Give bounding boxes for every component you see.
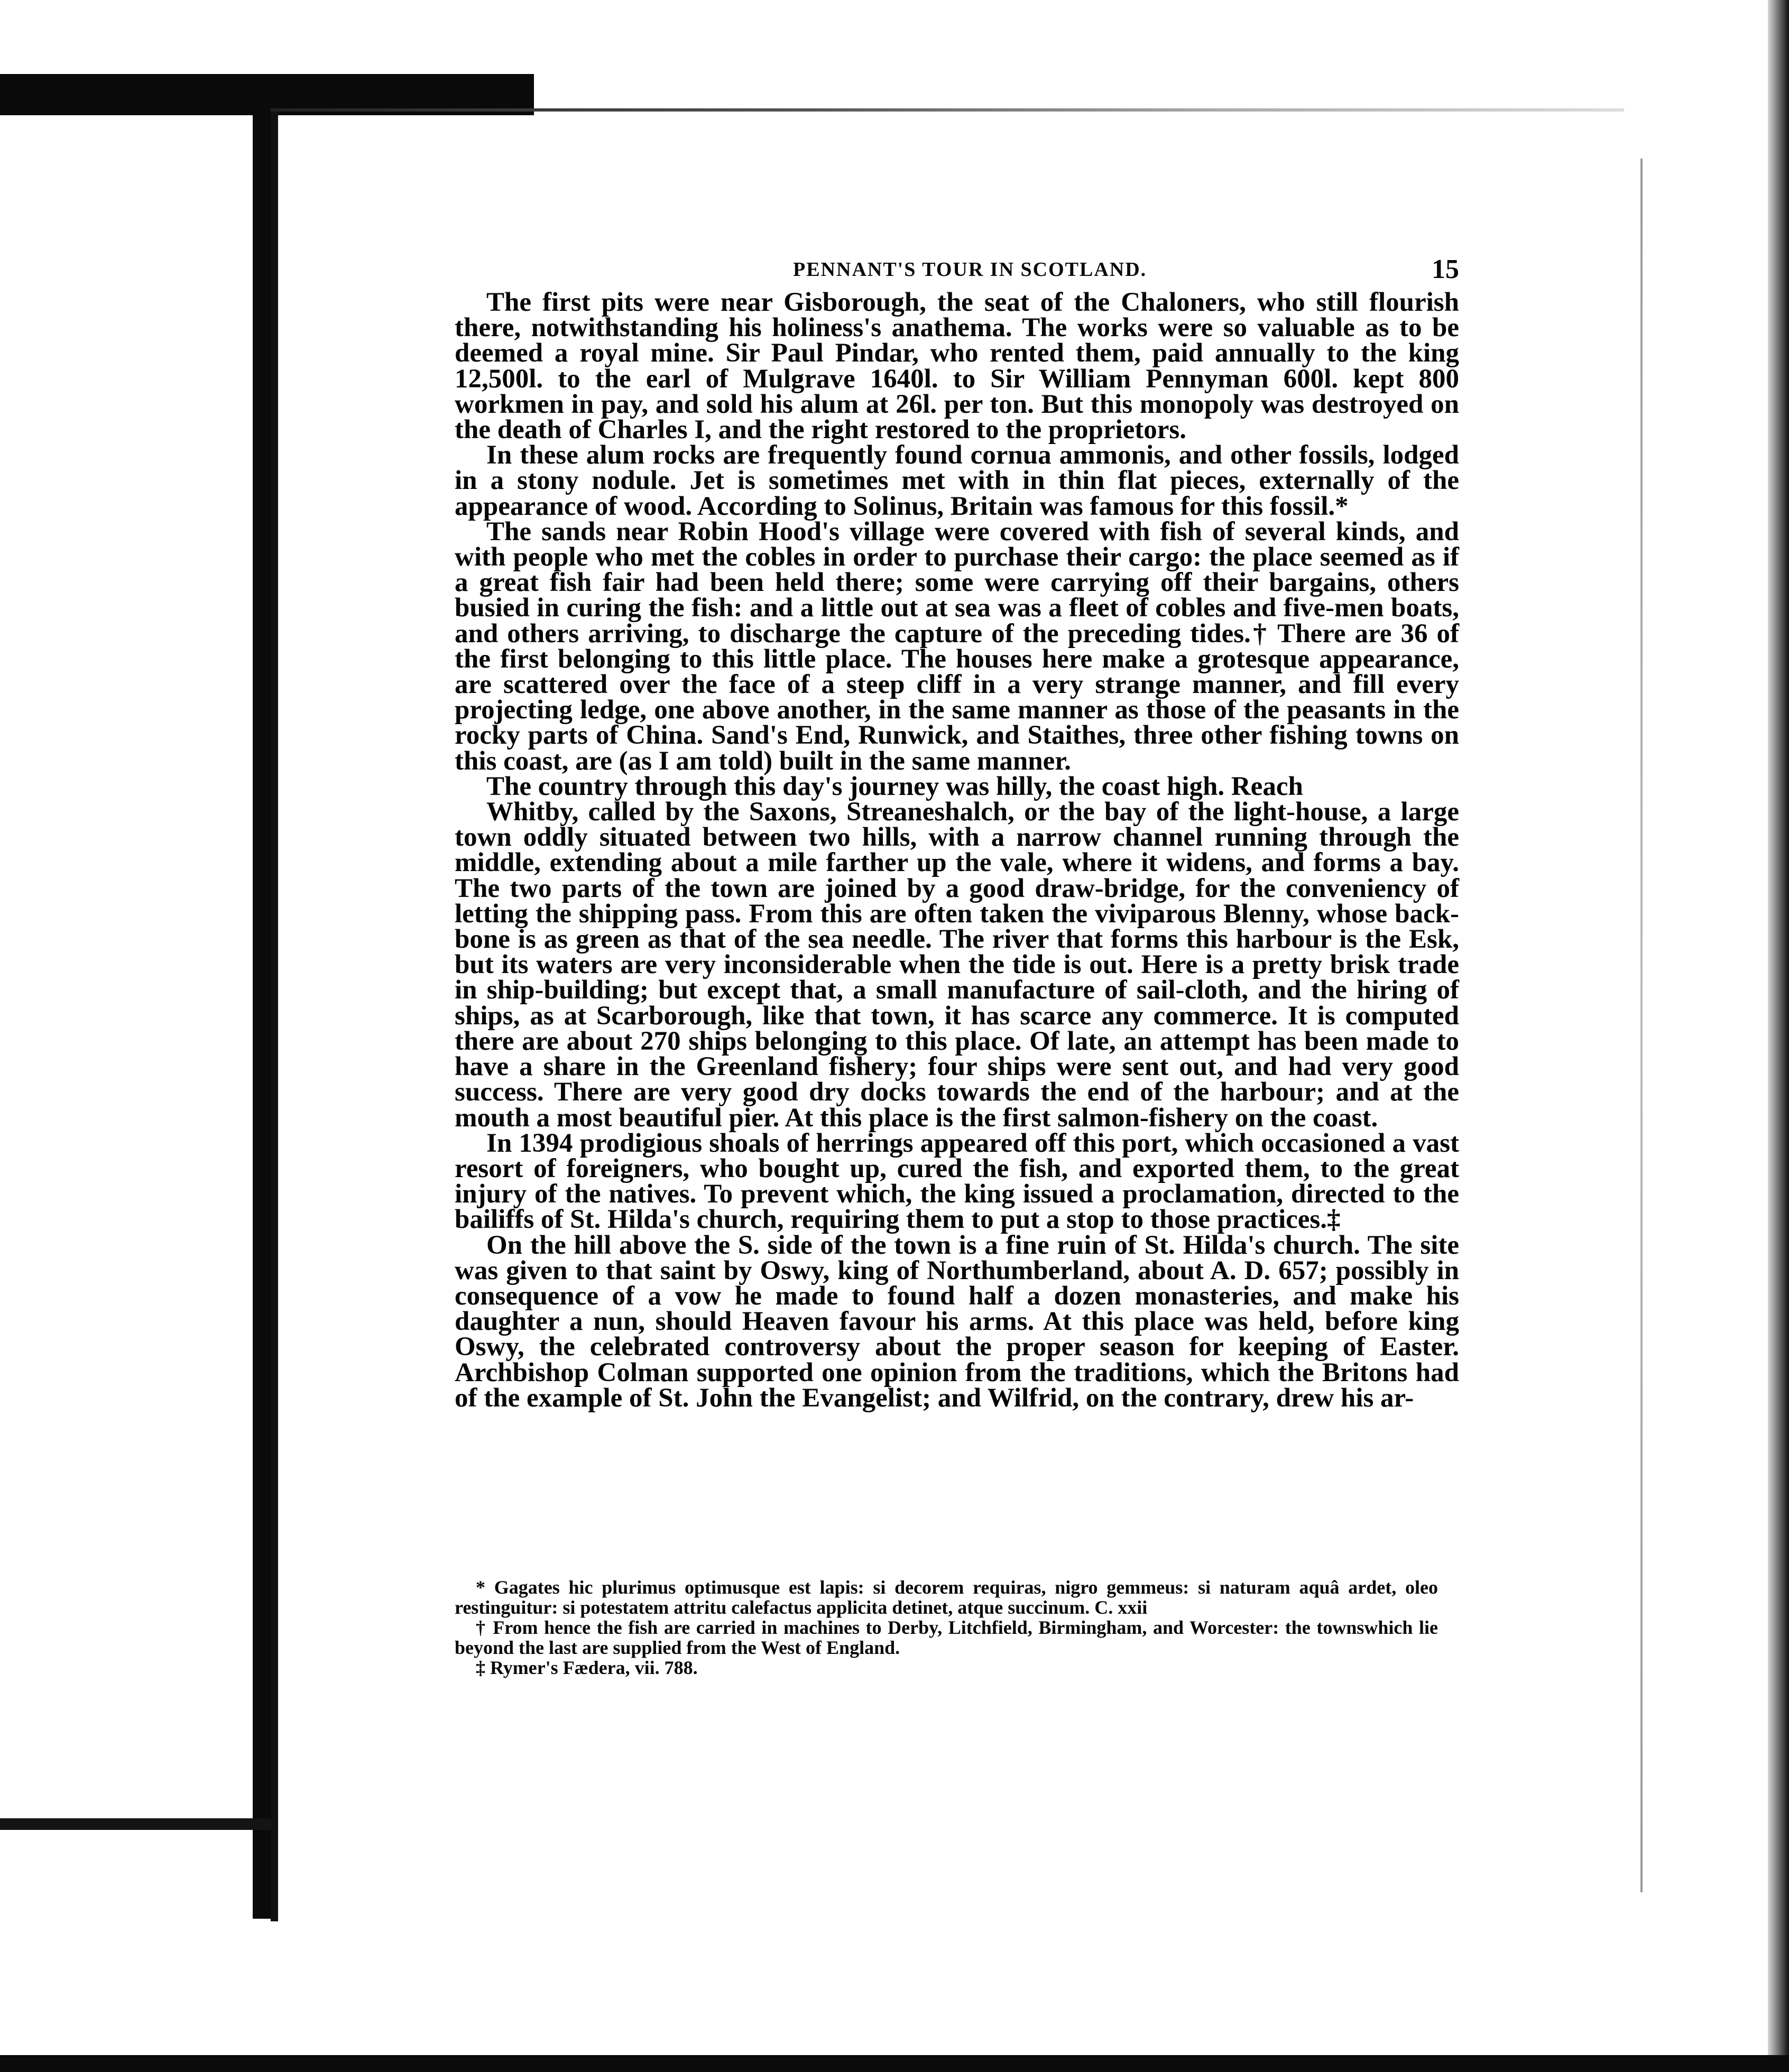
running-title: PENNANT'S TOUR IN SCOTLAND. [793,258,1147,281]
paragraph: The first pits were near Gisborough, the seat of the Chaloners, who still flourish there, notwithstanding his holiness's anathema. The works were so valuable as to be deemed a royal mine. Sir Paul Pindar, who rented them, paid annually to the king 12,500l. to the earl of Mulgrave 1640l. to Sir William Pennyman 600l. kept 800 workmen in pay, and sold his alum at 26l. per ton. But this monopoly was destroyed on the death of Charles I, and the right restored to the proprietors. [455,288,1459,445]
bottom-edge-shadow [0,2055,1789,2072]
page-header [476,254,1459,291]
paragraph: Whitby, called by the Saxons, Streaneshalch, or the bay of the light-house, a large town oddly situated between two hills, with a narrow channel running through the middle, extending about a mile farther up the vale, where it widens, and forms a bay. The two parts of the town are joined by a good draw-bridge, for the conveniency of letting the shipping pass. From this are often taken the viviparous Blenny, whose back-bone is as green as that of the sea needle. The river that forms this harbour is the Esk, but its waters are very inconsiderable when the tide is out. Here is a pretty brisk trade in ship-building; but except that, a small manufacture of sail-cloth, and the hiring of ships, as at Scarborough, like that town, it has scarce any commerce. It is computed there are about 270 ships belonging to this place. Of late, an attempt has been made to have a share in the Greenland fishery; four ships were sent out, and had very good success. There are very good dry docks towards the end of the harbour; and at the mouth a most beautiful pier. At this place is the first salmon-fishery on the coast. [455,797,1459,1133]
page-frame-top [271,108,1624,112]
paragraph: On the hill above the S. side of the town is a fine ruin of St. Hilda's church. The site was given to that saint by Oswy, king of Northumberland, about A. D. 657; possibly in consequence of a vow he made to found half a dozen monasteries, and make his daughter a nun, should Heaven favour his arms. At this place was held, before king Oswy, the celebrated controversy about the proper season for keeping of Easter. Archbishop Colman supported one opinion from the traditions, which the Britons had of the example of St. John the Evangelist; and Wilfrid, on the contrary, drew his ar- [455,1230,1459,1413]
paragraph: In these alum rocks are frequently found cornua ammonis, and other fossils, lodged in a stony nodule. Jet is sometimes met with in thin flat pieces, externally of the appearance of wood. According to Solinus, Britain was famous for this fossil.* [455,440,1459,521]
left-facing-page [0,0,260,2072]
paragraph: The country through this day's journey was hilly, the coast high. Reach [486,771,1303,801]
page-frame-right [1640,159,1643,1892]
footnote: * Gagates hic plurimus optimusque est lapis: si decorem requiras, nigro gemmeus: si naturam aquâ ardet, oleo restinguitur: si potestatem attritu calefactus applicita detinet, atque succinum. C. xxii [455,1577,1438,1618]
page-number: 15 [1432,254,1459,284]
body-text [455,290,1459,1411]
footnote: † From hence the fish are carried in machines to Derby, Litchfield, Birmingham, and Worcester: the townswhich lie beyond the last are supplied from the West of England. [455,1617,1438,1658]
footnote: ‡ Rymer's Fædera, vii. 788. [476,1657,698,1678]
right-edge-shadow [1768,0,1789,2072]
paragraph: In 1394 prodigious shoals of herrings appeared off this port, which occasioned a vast resort of foreigners, who bought up, cured the fish, and exported them, to the great injury of the natives. To prevent which, the king issued a proclamation, directed to the bailiffs of St. Hilda's church, requiring them to put a stop to those practices.‡ [455,1128,1459,1235]
page-frame-left [271,108,278,1921]
footnotes [455,1577,1438,1678]
paragraph: The sands near Robin Hood's village were covered with fish of several kinds, and with people who met the cobles in order to purchase their cargo: the place seemed as if a great fish fair had been held there; some were carrying off their bargains, others busied in curing the fish: and a little out at sea was a fleet of cobles and five-men boats, and others arriving, to discharge the capture of the preceding tides.† There are 36 of the first belonging to this little place. The houses here make a grotesque appearance, are scattered over the face of a steep cliff in a very strange manner, and fill every projecting ledge, one above another, in the same manner as those of the peasants in the rocky parts of China. Sand's End, Runwick, and Staithes, three other fishing towns on this coast, are (as I am told) built in the same manner. [455,516,1459,776]
page-spine [253,106,273,1919]
binding-shadow-bottom [0,1818,275,1830]
